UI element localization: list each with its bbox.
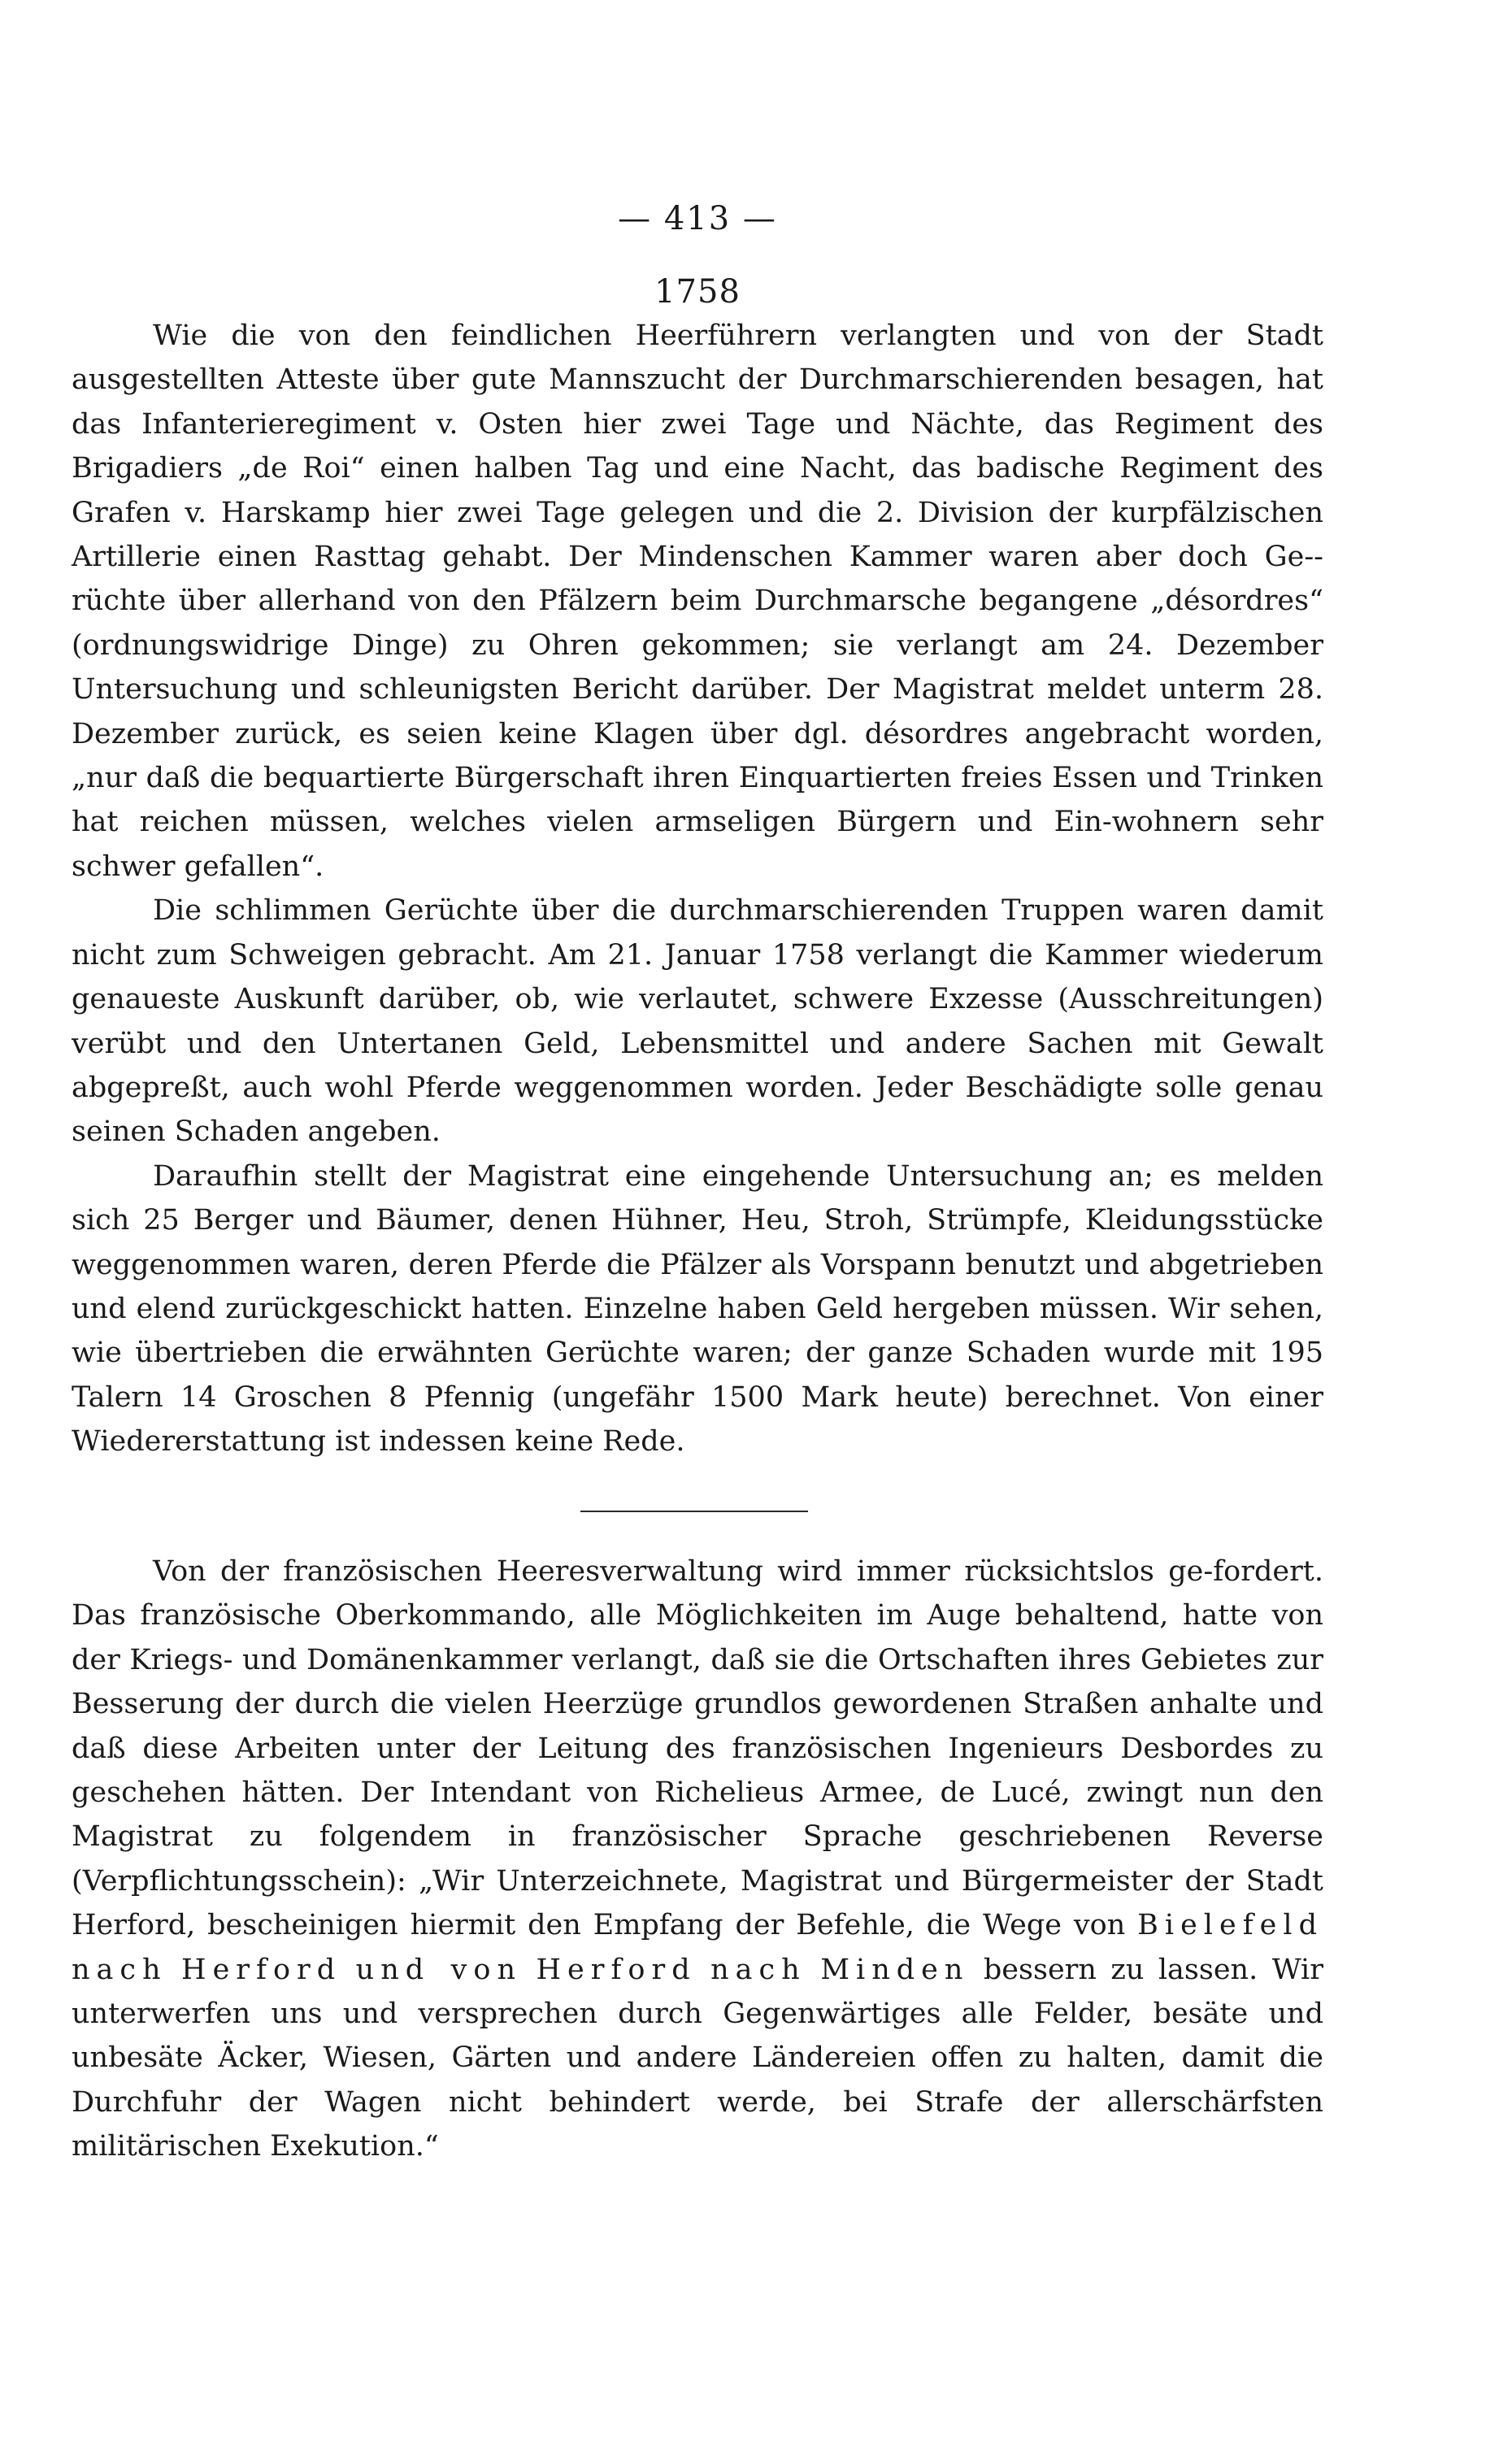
section-1758 bbox=[72, 314, 1323, 1464]
paragraph-rumors: Die schlimmen Gerüchte über die durchmarschierenden Truppen waren damit nicht zum Schweigen gebracht. Am 21. Januar 1758 verlangt die Kammer wiederum genaueste Auskunft darüber, ob, wie verlautet, schwere Exzesse (Ausschreitungen) verübt und den Untertanen Geld, Lebensmittel und andere Sachen mit Gewalt abgepreßt, auch wohl Pferde weggenommen worden. Jeder Beschädigte solle genau seinen Schaden angeben. bbox=[72, 894, 1323, 1149]
conjunction-nach-1: nach bbox=[72, 1953, 167, 1986]
place-herford-1: Herford bbox=[181, 1953, 342, 1986]
conjunction-nach-2: nach bbox=[710, 1953, 806, 1986]
book-page bbox=[72, 0, 1323, 2439]
paragraph-attestations: Wie die von den feindlichen Heerführern verlangten und von der Stadt ausgestellten Atteste über gute Mannszucht der Durchmarschierenden besagen, hat das Infanterieregiment v. Osten hier zwei Tage und Nächte, das Regiment des Brigadiers „de Roi“ einen halben Tag und eine Nacht, das badische Regiment des Grafen v. Harskamp hier zwei Tage gelegen und die 2. Division der kurpfälzischen Artillerie einen Rasttag gehabt. Der Mindenschen Kammer waren aber doch Ge-rüchte über allerhand von den Pfälzern beim Durchmarsche begangene „désordres“ (ordnungswidrige Dinge) zu Ohren gekommen; sie verlangt am 24. Dezember Untersuchung und schleunigsten Bericht darüber. Der Magistrat meldet unterm 28. Dezember zurück, es seien keine Klagen über dgl. désordres angebracht worden, „nur daß die bequartierte Bürgerschaft ihren Einquartierten freies Essen und Trinken hat reichen müssen, welches vielen armseligen Bürgern und Ein-wohnern sehr schwer gefallen“. bbox=[72, 320, 1323, 883]
paragraph-investigation: Daraufhin stellt der Magistrat eine eingehende Untersuchung an; es melden sich 25 Berger und Bäumer, denen Hühner, Heu, Stroh, Strümpfe, Kleidungsstücke weggenommen waren, deren Pferde die Pfälzer als Vorspann benutzt und abgetrieben und elend zurückgeschickt hatten. Einzelne haben Geld hergeben müssen. Wir sehen, wie übertrieben die erwähnten Gerüchte waren; der ganze Schaden wurde mit 195 Talern 14 Groschen 8 Pfennig (ungefähr 1500 Mark heute) berechnet. Von einer Wiedererstattung ist indessen keine Rede. bbox=[72, 1159, 1323, 1459]
section-divider bbox=[580, 1511, 808, 1512]
section-french-administration bbox=[72, 1550, 1323, 2169]
place-minden: Minden bbox=[820, 1953, 970, 1986]
paragraph-reverse bbox=[72, 1550, 1323, 2169]
place-herford-2: Herford bbox=[536, 1953, 697, 1986]
reverse-text-intro: Von der französischen Heeresverwaltung wird immer rücksichtslos ge-fordert. Das französische Oberkommando, alle Möglichkeiten im Auge behaltend, hatte von der Kriegs- und Domänenkammer verlangt, daß sie die Ortschaften ihres Gebietes zur Besserung der durch die vielen Heerzüge grundlos gewordenen Straßen anhalte und daß diese Arbeiten unter der Leitung des französischen Ingenieurs Desbordes zu geschehen hätten. Der Intendant von Richelieus Armee, de Lucé, zwingt nun den Magistrat zu folgendem in französischer Sprache geschriebenen Reverse (Verpflichtungsschein): „Wir Unterzeichnete, Magistrat und Bürgermeister der Stadt Herford, bescheinigen hiermit den Empfang der Befehle, die Wege von bbox=[72, 1555, 1323, 1942]
year-heading: 1758 bbox=[654, 273, 741, 311]
conjunction-und-von: und von bbox=[355, 1953, 523, 1986]
reverse-text-outro: bessern zu lassen. Wir unterwerfen uns und versprechen durch Gegenwärtiges alle Felder, besäte und unbesäte Äcker, Wiesen, Gärten und andere Ländereien offen zu halten, damit die Durchfuhr der Wagen nicht behindert werde, bei Strafe der allerschärfsten militärischen Exekution.“ bbox=[72, 1953, 1323, 2163]
page-number: — 413 — bbox=[618, 200, 777, 237]
place-bielefeld: Bielefeld bbox=[1137, 1909, 1323, 1942]
